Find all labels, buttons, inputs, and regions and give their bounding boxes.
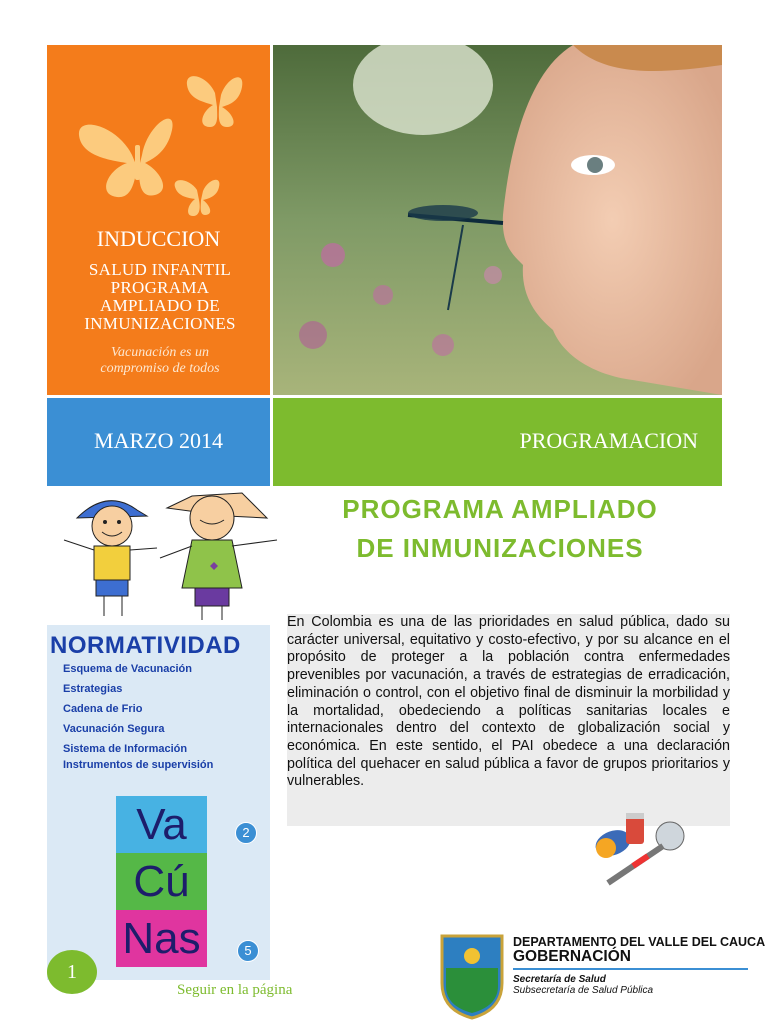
vacunas-row: Nas — [116, 910, 207, 967]
sidebar-list — [63, 662, 213, 778]
logo-government: GOBERNACIÓN — [513, 948, 631, 965]
slogan — [55, 345, 265, 377]
continue-link[interactable]: Seguir en la página — [177, 982, 293, 998]
subtitle-line: INMUNIZACIONES — [84, 314, 236, 333]
section-label: PROGRAMACION — [519, 428, 698, 453]
subtitle — [55, 261, 265, 333]
logo-secretariat: Secretaría de Salud — [513, 974, 606, 985]
slogan-line: Vacunación es un — [111, 345, 209, 360]
vacunas-row: Va — [116, 796, 207, 853]
sidebar-item[interactable]: Estrategias — [63, 683, 123, 695]
vaccine-icon — [588, 808, 693, 888]
logo-divider — [513, 968, 748, 970]
butterflies-icon — [47, 45, 270, 225]
child-dragonfly-photo — [273, 45, 722, 395]
sidebar-item[interactable]: Sistema de Información — [63, 743, 188, 755]
page-badge[interactable]: 2 — [235, 822, 257, 844]
sidebar-item[interactable]: Vacunación Segura — [63, 723, 165, 735]
logo-subsecretariat: Subsecretaría de Salud Pública — [513, 985, 654, 996]
subtitle-line: AMPLIADO DE — [100, 296, 220, 315]
body-paragraph: En Colombia es una de las prioridades en salud pública, dado su carácter universal, equitativo y costo-efectivo, y por su alcance en el propósito de proteger a la población contra enfermedades prevenibles por vacunación, a través de estrategias de erradicación, eliminación o control, con el objetivo final de disminuir la morbilidad y la mortalidad, obedeciendo a políticas sanitarias locales e internacionales dentro del contexto de globalización social y económica. En este sentido, el PAI obedece a una declaración política del quehacer en salud pública a favor de grupos prioritarios y vulnerables. — [287, 614, 730, 826]
page-title: INDUCCION — [96, 226, 221, 251]
vacunas-row: Cú — [116, 853, 207, 910]
page-badge[interactable]: 5 — [237, 940, 259, 962]
coat-of-arms-icon — [436, 928, 508, 1020]
main-title-line: DE INMUNIZACIONES — [356, 533, 644, 563]
main-title-line: PROGRAMA AMPLIADO — [342, 494, 658, 524]
photo-illustration — [273, 45, 722, 395]
sidebar-title: NORMATIVIDAD — [50, 632, 241, 659]
sidebar-item[interactable]: Instrumentos de supervisión — [63, 759, 214, 771]
main-title — [290, 490, 710, 568]
slogan-line: compromiso de todos — [100, 361, 220, 376]
vacunas-graphic — [116, 796, 207, 968]
logo-department: DEPARTAMENTO DEL VALLE DEL CAUCA — [513, 935, 766, 949]
date-label: MARZO 2014 — [94, 428, 223, 453]
subtitle-line: SALUD INFANTIL — [88, 260, 232, 279]
title-panel — [47, 45, 270, 395]
sidebar-item[interactable]: Esquema de Vacunación — [63, 663, 192, 675]
subtitle-line: PROGRAMA — [110, 278, 210, 297]
sidebar-item[interactable]: Cadena de Frio — [63, 703, 143, 715]
page-number: 1 — [47, 950, 97, 994]
children-drawing — [52, 488, 280, 623]
